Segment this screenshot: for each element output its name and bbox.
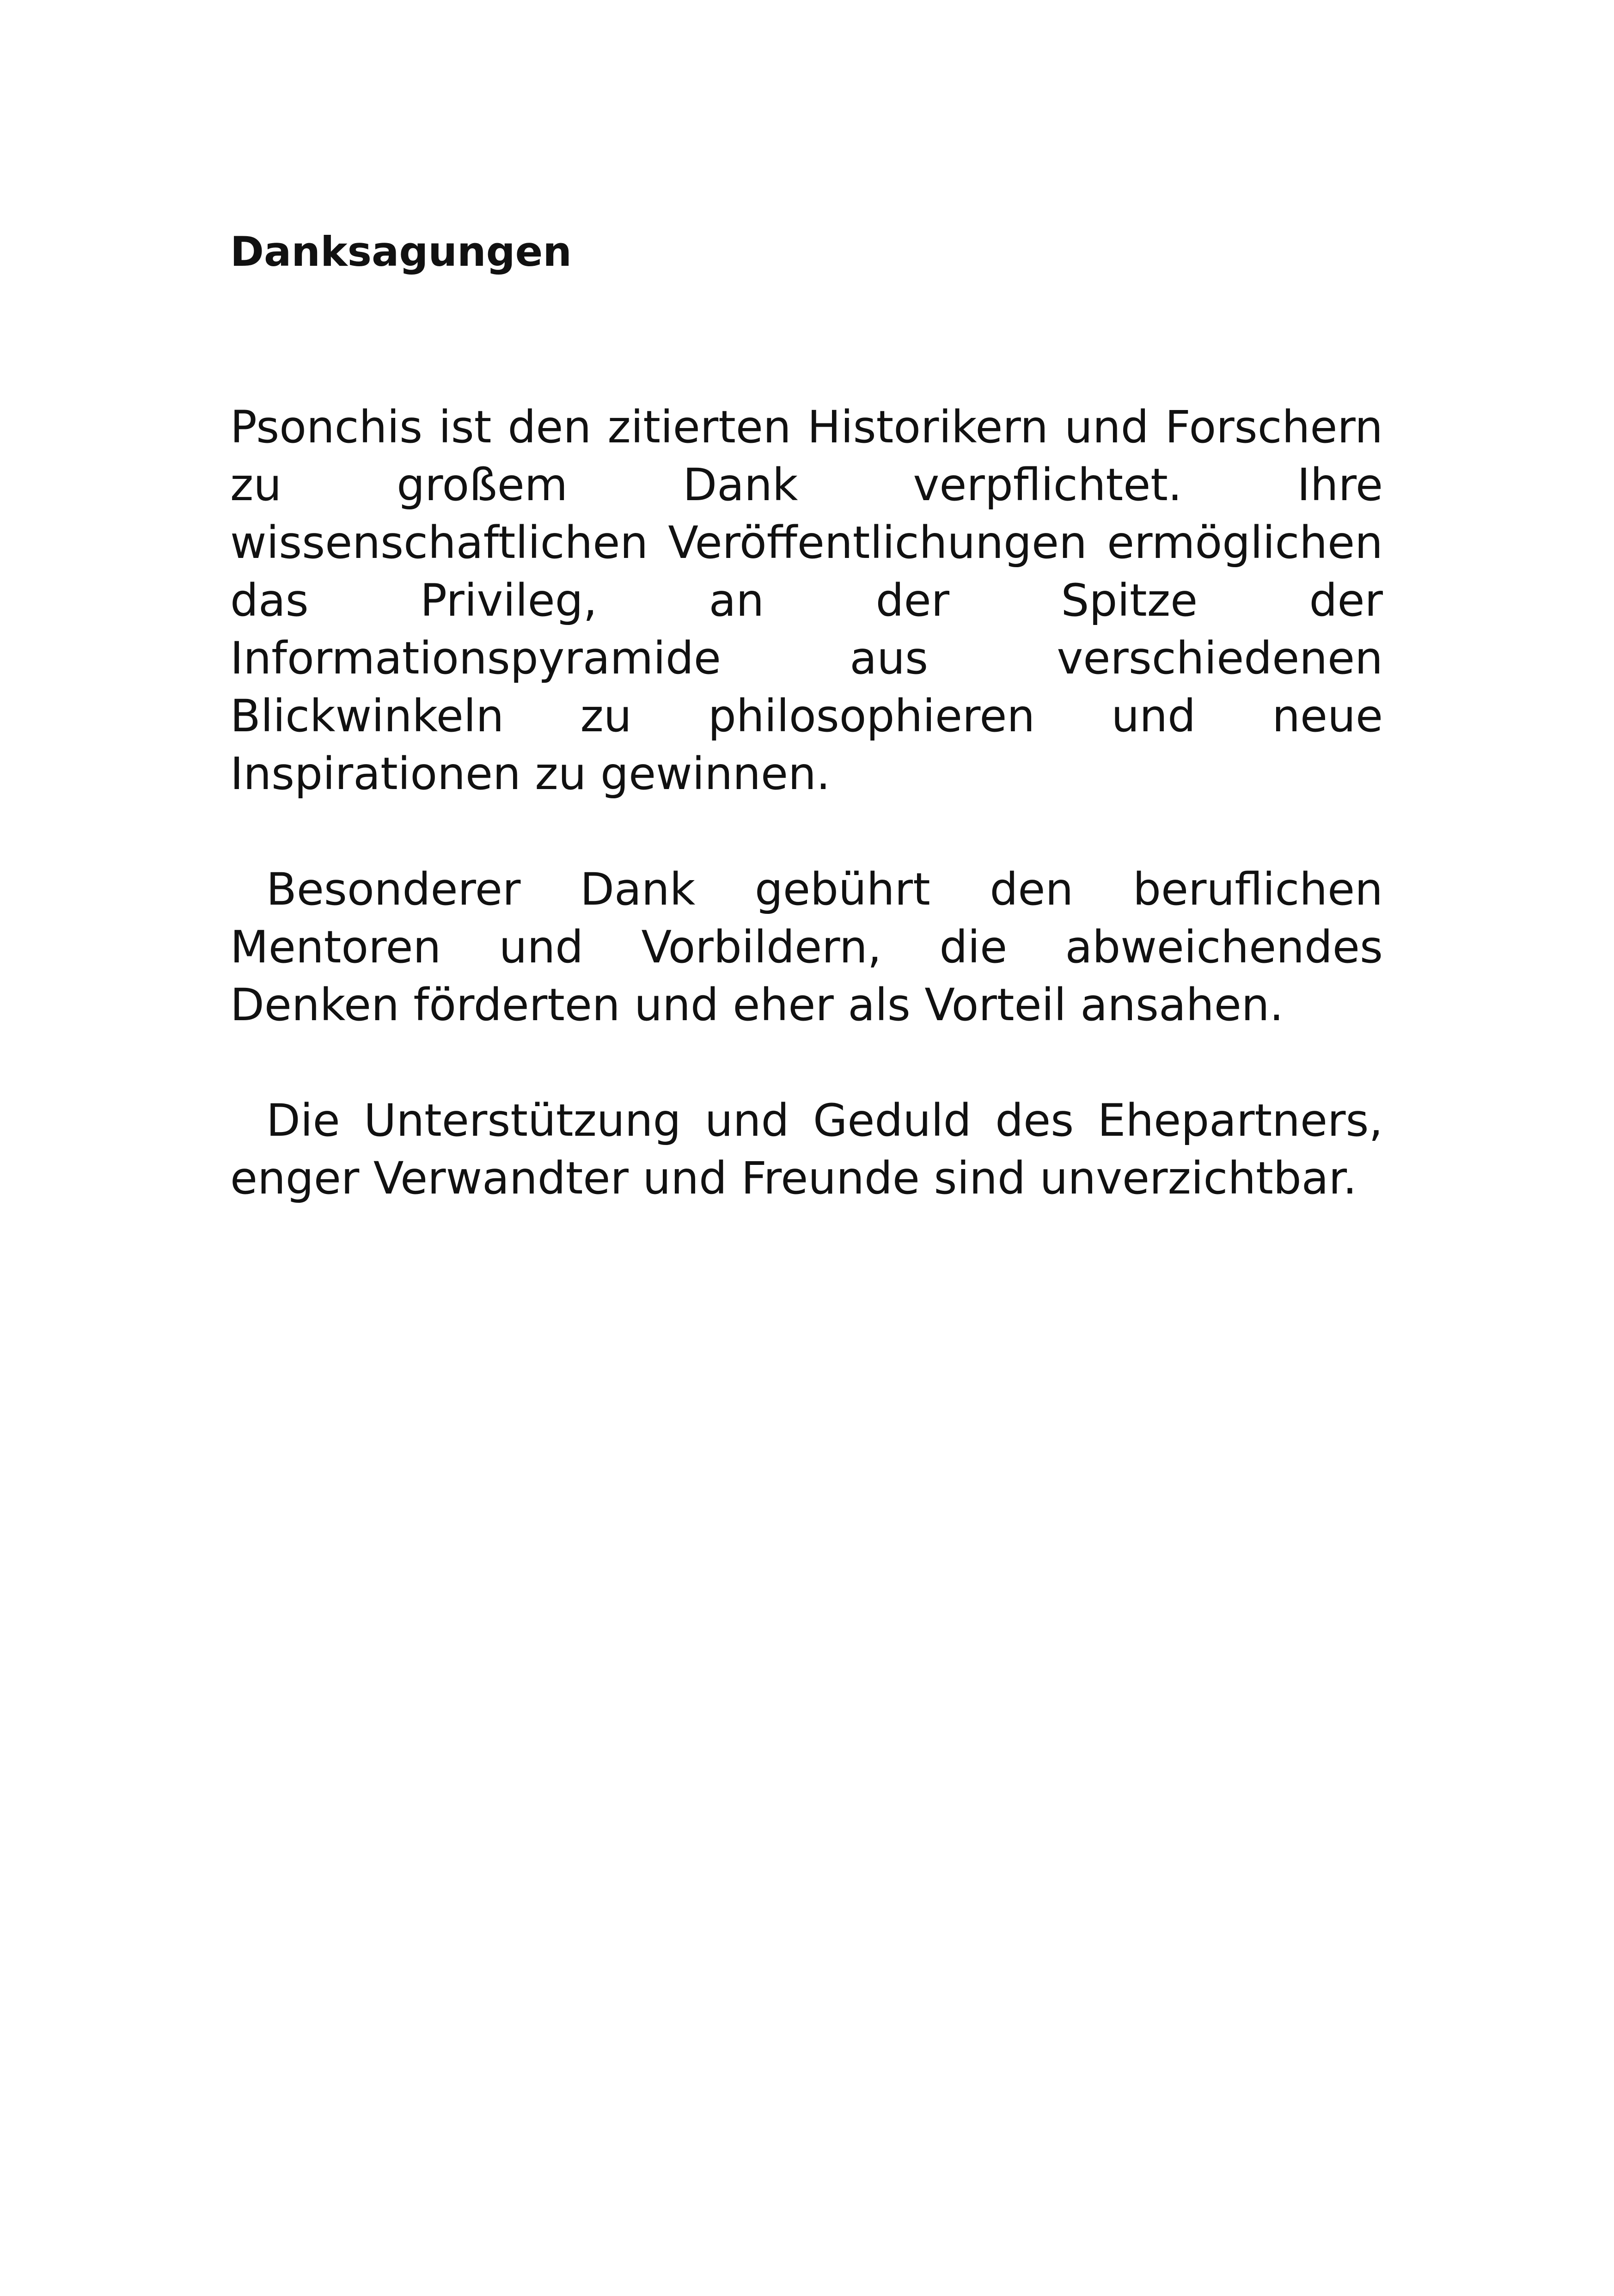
paragraph-acknowledgement-mentors: Besonderer Dank gebührt den beruflichen Mentoren und Vorbildern, die abweichendes Denken förderten und eher als Vorteil ansahen. (230, 863, 1383, 1031)
paragraph-acknowledgement-researchers: Psonchis ist den zitierten Historikern und Forschern zu großem Dank verpflichtet. Ihre wissenschaftlichen Veröffentlichungen ermöglichen das Privileg, an der Spitze der Informationspyramide aus verschiedenen Blickwinkeln zu philosophieren und neue Inspirationen zu gewinnen. (230, 401, 1383, 800)
body-text (230, 398, 1383, 1207)
paragraph-acknowledgement-family: Die Unterstützung und Geduld des Ehepartners, enger Verwandter und Freunde sind unverzichtbar. (230, 1095, 1383, 1204)
page-title: Danksagungen (230, 228, 572, 276)
